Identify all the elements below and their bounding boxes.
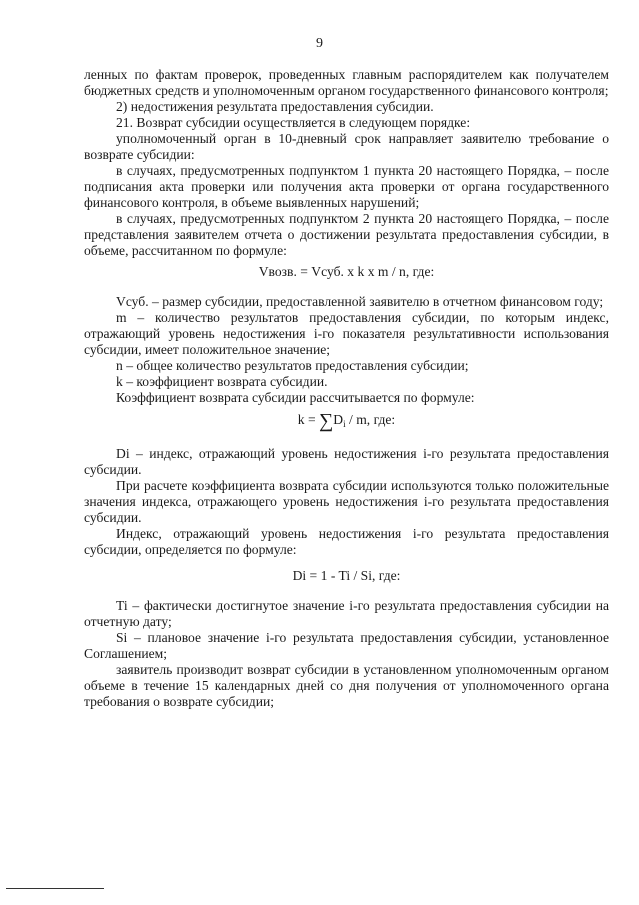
- definition-n: n – общее количество результатов предоставления субсидии;: [116, 358, 469, 373]
- paragraph-continuation: ленных по фактам проверок, проведенных главным распорядителем как получателем бюджетных средств и уполномоченным органом государственного финансового контроля;: [84, 67, 609, 98]
- formula-v-return: Vвозв. = Vсуб. x k x m / n, где:: [258, 264, 435, 279]
- paragraph-item-2: 2) недостижения результата предоставления субсидии.: [116, 99, 434, 114]
- paragraph-k-formula-intro: Коэффициент возврата субсидии рассчитывается по формуле:: [116, 390, 475, 405]
- definition-vsub: Vсуб. – размер субсидии, предоставленной заявителю в отчетном финансовом году;: [116, 294, 604, 309]
- paragraph-requirement: уполномоченный орган в 10-дневный срок направляет заявителю требование о возврате субсидии:: [84, 131, 609, 162]
- paragraph-case-2: в случаях, предусмотренных подпунктом 2 пункта 20 настоящего Порядка, – после представления заявителем отчета о достижении результата предоставления субсидии, в объеме, рассчитанном по формуле:: [84, 211, 609, 258]
- definition-m: m – количество результатов предоставления субсидии, по которым индекс, отражающий уровень недостижения i-го показателя результативности использования субсидии, имеет положительное значение;: [84, 310, 609, 357]
- document-body: [84, 67, 609, 710]
- formula-k-d: D: [333, 412, 344, 427]
- formula-k-right: / m, где:: [345, 412, 396, 427]
- paragraph-clause-21: 21. Возврат субсидии осуществляется в следующем порядке:: [116, 115, 471, 130]
- paragraph-case-1: в случаях, предусмотренных подпунктом 1 пункта 20 настоящего Порядка, – после подписания акта проверки или получения акта проверки от органа государственного финансового контроля, в объеме выявленных нарушений;: [84, 163, 609, 210]
- definition-di: Di – индекс, отражающий уровень недостижения i-го результата предоставления субсидии.: [84, 446, 609, 477]
- definition-k: k – коэффициент возврата субсидии.: [116, 374, 328, 389]
- page-number: 9: [316, 36, 323, 51]
- paragraph-positive-values: При расчете коэффициента возврата субсидии используются только положительные значения индекса, отражающего уровень недостижения i-го результата предоставления субсидии.: [84, 478, 609, 525]
- definition-si: Si – плановое значение i-го результата предоставления субсидии, установленное Соглашением;: [84, 630, 609, 661]
- formula-k: [84, 406, 609, 446]
- formula-k-subscript: i: [343, 419, 346, 429]
- formula-di: Di = 1 - Ti / Si, где:: [292, 568, 401, 583]
- sum-symbol: ∑: [319, 410, 334, 432]
- paragraph-di-formula-intro: Индекс, отражающий уровень недостижения i-го результата предоставления субсидии, определяется по формуле:: [84, 526, 609, 557]
- formula-k-left: k =: [297, 412, 320, 427]
- footnote-separator: [6, 888, 104, 889]
- paragraph-return-deadline: заявитель производит возврат субсидии в установленном уполномоченным органом объеме в течение 15 календарных дней со дня получения от уполномоченного органа требования о возврате субсидии;: [84, 662, 609, 709]
- definition-ti: Ti – фактически достигнутое значение i-го результата предоставления субсидии на отчетную дату;: [84, 598, 609, 629]
